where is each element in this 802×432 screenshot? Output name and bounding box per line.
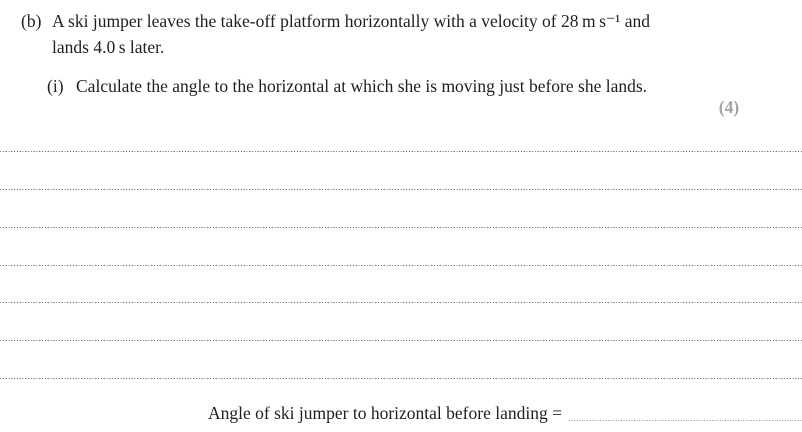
answer-ruled-line: [0, 227, 802, 229]
marks-badge: (4): [718, 97, 740, 117]
answer-dotted-line: [569, 420, 802, 421]
question-stem: [52, 8, 650, 60]
answer-row: [208, 401, 802, 425]
question-part-label: (b): [21, 11, 42, 31]
answer-ruled-line: [0, 302, 802, 304]
answer-ruled-line: [0, 151, 802, 153]
answer-ruled-line: [0, 189, 802, 191]
question-stem-line-2: lands 4.0 s later.: [52, 37, 165, 57]
answer-label: Angle of ski jumper to horizontal before landing =: [208, 403, 562, 423]
question-stem-line-1: A ski jumper leaves the take-off platform horizontally with a velocity of 28 m s⁻¹ and: [52, 11, 651, 31]
subpart-i-text: Calculate the angle to the horizontal at which she is moving just before she lands.: [76, 76, 648, 96]
answer-ruled-line: [0, 378, 802, 380]
answer-ruled-line: [0, 340, 802, 342]
subpart-i-label: (i): [47, 76, 64, 96]
answer-ruled-line: [0, 265, 802, 267]
